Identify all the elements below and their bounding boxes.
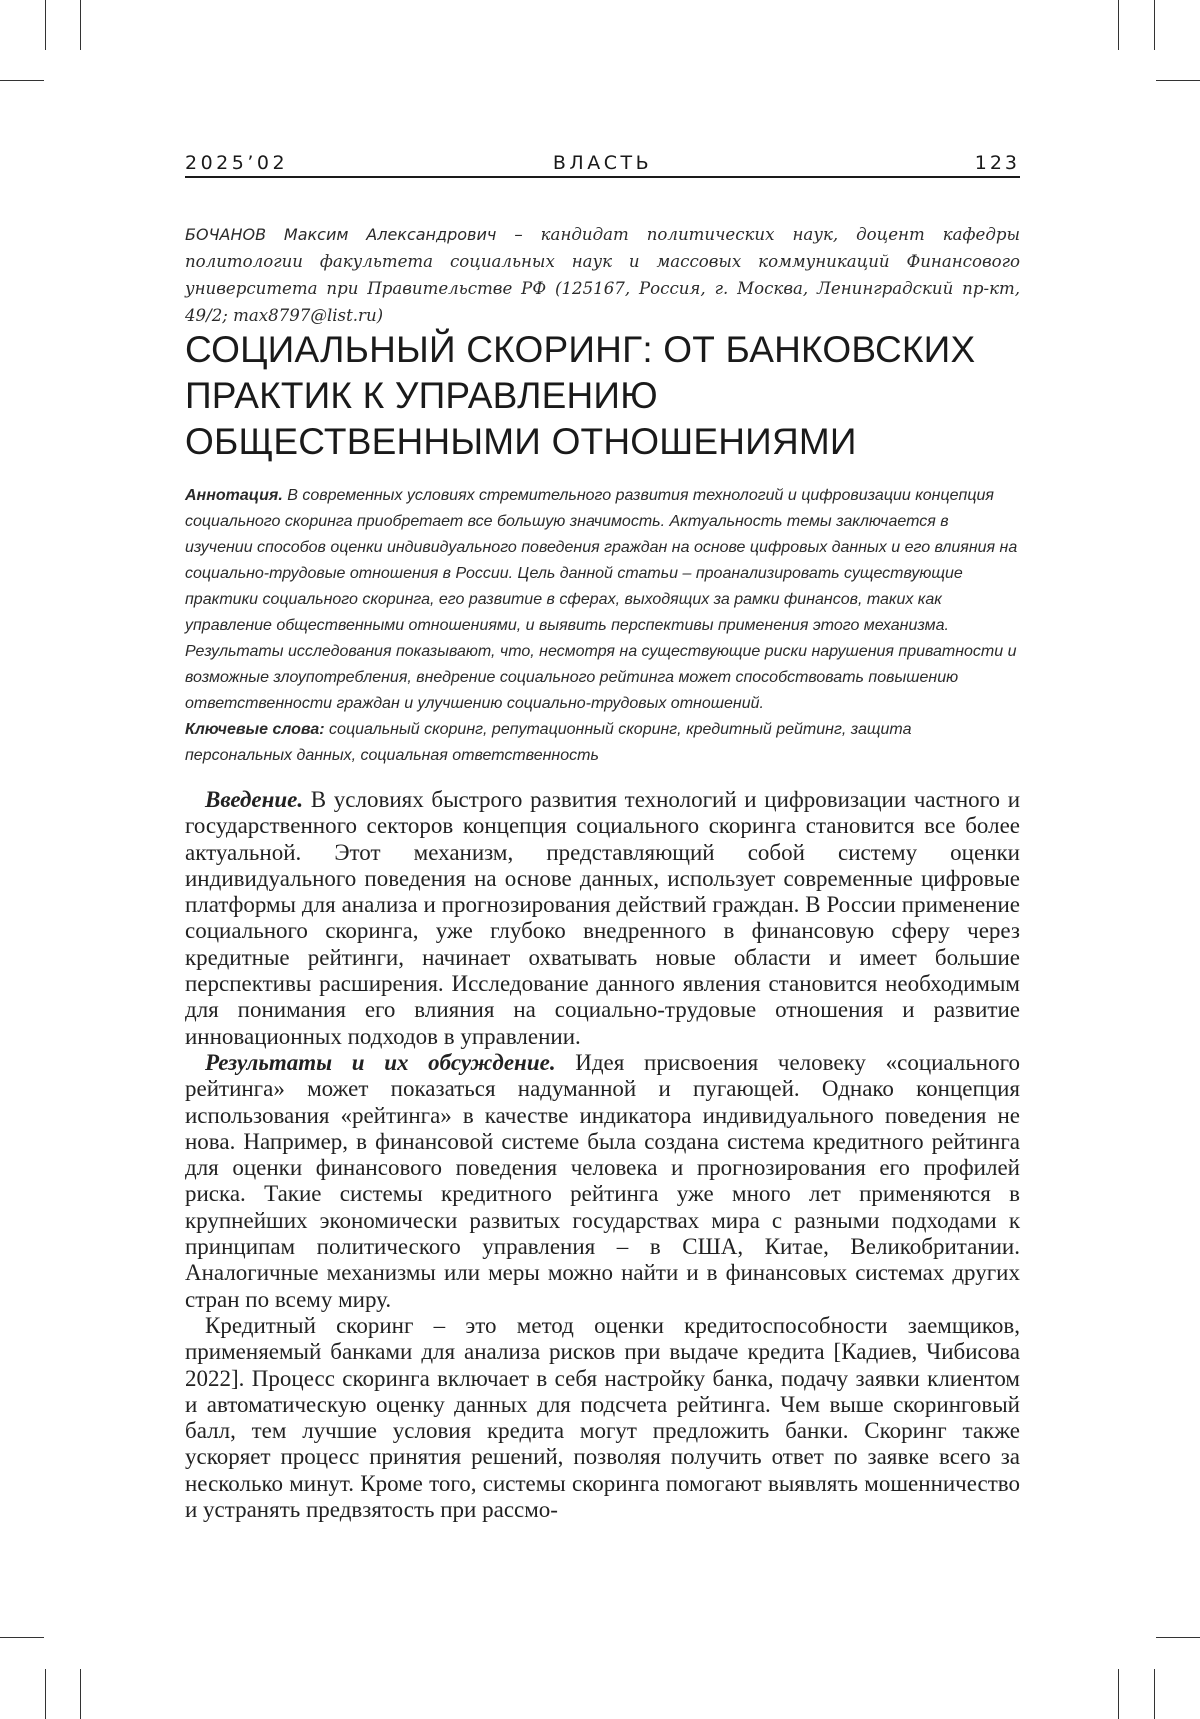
crop-mark	[1154, 1669, 1155, 1719]
section-lead-results: Результаты и их обсуждение.	[205, 1050, 556, 1075]
journal-name: ВЛАСТЬ	[185, 152, 1020, 174]
keywords-text: социальный скоринг, репутационный скоринг, кредитный рейтинг, защита персональных данных, социальная ответственность	[185, 721, 911, 764]
keywords-label: Ключевые слова:	[185, 721, 325, 738]
crop-mark	[1154, 0, 1155, 50]
abstract-text: В современных условиях стремительного развития технологий и цифровизации концепция социального скоринга приобретает все большую значимость. Актуальность темы заключается в изучении способов оценки индивидуального поведения граждан на основе цифровых данных и его влияния на социально-трудовые отношения в России. Цель данной статьи – проанализировать существующие практики социального скоринга, его развитие в сферах, выходящих за рамки финансов, таких как управление общественными отношениями, и выявить перспективы применения этого механизма. Результаты исследования показывают, что, несмотря на существующие риски нарушения приватности и возможные злоупотребления, внедрение социального рейтинга может способствовать повышению ответственности граждан и улучшению социально-трудовых отношений.	[185, 487, 1017, 712]
issue-number: 2025’02	[185, 152, 288, 174]
header-rule	[185, 176, 1020, 178]
paragraph-text: Идея присвоения человеку «социального рейтинга» может показаться надуманной и пугающей. Однако концепция использования «рейтинга» в качестве индикатора индивидуального поведения не нова. Например, в финансовой системе была создана система кредитного рейтинга для оценки финансового поведения человека и прогнозирования его профилей риска. Такие системы кредитного рейтинга уже много лет применяются в крупнейших экономически развитых государствах мира с разными подходами к принципам политического управления – в США, Китае, Великобритании. Аналогичные механизмы или меры можно найти и в финансовых системах других стран по всему миру.	[185, 1050, 1020, 1312]
keywords-paragraph	[185, 717, 1020, 769]
article-title: СОЦИАЛЬНЫЙ СКОРИНГ: ОТ БАНКОВСКИХ ПРАКТИК К УПРАВЛЕНИЮ ОБЩЕСТВЕННЫМИ ОТНОШЕНИЯМИ	[185, 327, 1020, 465]
author-name: БОЧАНОВ Максим Александрович	[185, 225, 496, 244]
crop-mark	[1156, 80, 1200, 81]
section-lead-introduction: Введение.	[205, 787, 303, 812]
page-number: 123	[975, 152, 1020, 174]
abstract	[185, 483, 1020, 769]
author-affiliation: – кандидат политических наук, доцент кафедры политологии факультета социальных наук и массовых коммуникаций Финансового университета при Правительстве РФ (125167, Россия, г. Москва, Ленинградский пр-кт, 49/2; max8797@list.ru)	[185, 225, 1020, 325]
crop-mark	[1156, 1637, 1200, 1638]
crop-mark	[0, 1637, 44, 1638]
crop-mark	[0, 80, 44, 81]
abstract-paragraph	[185, 483, 1020, 717]
author-info	[185, 221, 1020, 329]
crop-mark	[1118, 1669, 1119, 1719]
crop-mark	[80, 1669, 81, 1719]
paragraph-credit-scoring: Кредитный скоринг – это метод оценки кредитоспособности заемщиков, применяемый банками для анализа рисков при выдаче кредита [Кадиев, Чибисова 2022]. Процесс скоринга включает в себя настройку банка, подачу заявки клиентом и автоматическую оценку данных для подсчета рейтинга. Чем выше скоринговый балл, тем лучшие условия кредита могут предложить банки. Скоринг также ускоряет процесс принятия решений, позволяя получить ответ по заявке всего за несколько минут. Кроме того, системы скоринга помогают выявлять мошенничество и устранять предвзятость при рассмо-	[185, 1313, 1020, 1523]
article-body	[185, 787, 1020, 1523]
abstract-label: Аннотация.	[185, 487, 283, 504]
crop-mark	[80, 0, 81, 50]
paragraph-text: В условиях быстрого развития технологий и цифровизации частного и государственного секторов концепция социального скоринга становится все более актуальной. Этот механизм, представляющий собой систему оценки индивидуального поведения на основе данных, использует современные цифровые платформы для анализа и прогнозирования действий граждан. В России применение социального скоринга, уже глубоко внедренного в финансовую сферу через кредитные рейтинги, начинает охватывать новые области и имеет большие перспективы расширения. Исследование данного явления становится необходимым для понимания его влияния на социально-трудовые отношения и развитие инновационных подходов в управлении.	[185, 787, 1020, 1049]
crop-mark	[1118, 0, 1119, 50]
paragraph-introduction	[185, 787, 1020, 1050]
crop-mark	[45, 0, 46, 50]
paragraph-results	[185, 1050, 1020, 1313]
running-header	[185, 148, 1020, 178]
crop-mark	[45, 1669, 46, 1719]
